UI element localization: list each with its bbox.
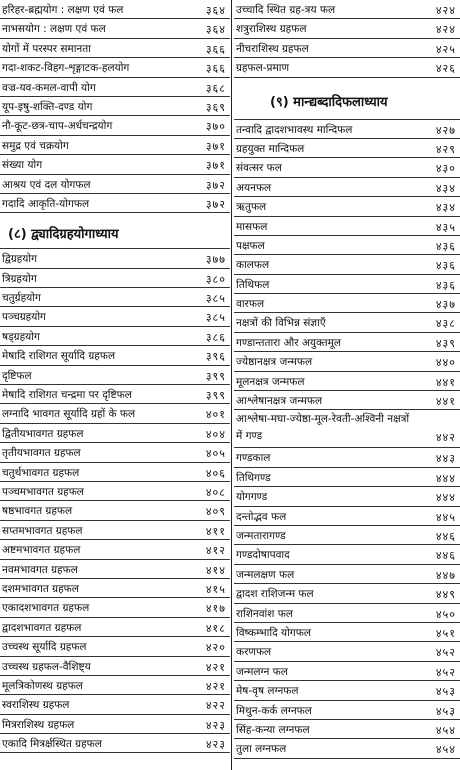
toc-entry-title: पञ्चमभावगत ग्रहफल — [2, 485, 84, 498]
toc-entry-page: ४५२ — [435, 665, 456, 679]
toc-entry-title: मेष-वृष लग्नफल — [236, 685, 299, 698]
toc-entry-page: ४०६ — [205, 466, 226, 480]
right-top-list — [234, 0, 460, 78]
toc-entry-page: ४१४ — [205, 563, 226, 577]
toc-entry-page: ४२२ — [205, 699, 226, 713]
toc-entry — [0, 97, 230, 116]
toc-entry — [234, 642, 460, 661]
toc-entry-page: ४४९ — [435, 588, 456, 602]
toc-entry — [0, 637, 230, 656]
toc-entry-page: ४२१ — [205, 660, 226, 674]
toc-entry-page: ४१८ — [205, 621, 226, 635]
toc-entry — [234, 313, 460, 332]
toc-entry-title: ज्येष्ठानक्षत्र जन्मफल — [236, 356, 313, 369]
toc-entry-title: नवमभावगत ग्रहफल — [2, 563, 78, 576]
toc-entry — [0, 194, 230, 213]
toc-entry — [0, 618, 230, 637]
toc-entry — [234, 545, 460, 564]
section-heading-9 — [234, 78, 460, 120]
toc-entry — [0, 734, 230, 753]
toc-entry — [234, 120, 460, 139]
toc-entry-page: ३६६ — [205, 42, 226, 56]
toc-entry — [0, 521, 230, 540]
toc-entry-page: ४४१ — [435, 375, 456, 389]
toc-entry — [0, 404, 230, 423]
toc-entry-title: आश्लेषा-मघा-ज्येष्ठा-मूल-रेवती-अश्विनी नक्षत्रों में गण्ड — [236, 413, 410, 443]
toc-entry-title: अयनफल — [236, 181, 272, 194]
toc-entry — [234, 604, 460, 623]
toc-entry — [0, 307, 230, 326]
toc-entry — [234, 391, 460, 410]
toc-entry-title: लग्नादि भावगत सूर्यादि ग्रहों के फल — [2, 408, 136, 421]
toc-entry-title: द्वादश राशिजन्म फल — [236, 588, 314, 601]
toc-entry — [0, 695, 230, 714]
toc-entry — [0, 58, 230, 77]
toc-entry — [0, 346, 230, 365]
toc-entry — [0, 175, 230, 194]
toc-entry-page: ३७१ — [205, 139, 226, 153]
toc-entry-title: राशिनवांश फल — [236, 607, 293, 620]
toc-entry-title: नाभसयोग : लक्षण एवं फल — [2, 23, 106, 36]
toc-entry-page: ३६८ — [205, 81, 226, 95]
toc-entry-page: ३८६ — [205, 330, 226, 344]
toc-entry — [234, 526, 460, 545]
toc-entry-title: कालफल — [236, 259, 270, 272]
toc-entry-title: हरिहर-ब्रह्मयोग : लक्षण एवं फल — [2, 4, 124, 16]
toc-entry-title: ग्रहफल-प्रमाण — [236, 62, 290, 75]
toc-entry-title: नीचराशिस्थ ग्रहफल — [236, 42, 309, 55]
toc-entry — [234, 0, 460, 19]
toc-entry-page: ३७० — [205, 120, 226, 134]
toc-entry-page: ४३७ — [435, 298, 456, 312]
toc-entry-title: गदा-शकट-विहग-शृङ्गाटक-हलयोग — [2, 62, 130, 75]
toc-entry-page: ४१७ — [205, 602, 226, 616]
toc-entry-page: ४२३ — [205, 738, 226, 752]
toc-entry — [234, 487, 460, 506]
toc-entry — [0, 579, 230, 598]
toc-entry-page: ४५० — [435, 607, 456, 621]
column-divider — [231, 0, 232, 770]
toc-entry — [0, 19, 230, 38]
toc-entry-title: चतुर्थभावगत ग्रहफल — [2, 466, 80, 479]
toc-entry — [234, 468, 460, 487]
toc-entry-page: ४३९ — [435, 336, 456, 350]
toc-entry-title: मिथुन-कर्क लग्नफल — [236, 704, 312, 717]
toc-entry — [234, 623, 460, 642]
toc-entry-page: ४४७ — [435, 568, 456, 582]
left-column — [0, 0, 230, 753]
toc-entry-page: ३८५ — [205, 311, 226, 325]
toc-entry-title: गण्डकाल — [236, 452, 271, 465]
toc-entry — [234, 19, 460, 38]
toc-entry-title: षष्ठभावगत ग्रहफल — [2, 505, 73, 518]
toc-entry-page: ४२४ — [435, 23, 456, 37]
toc-entry-page: ४२१ — [205, 679, 226, 693]
toc-entry — [234, 197, 460, 216]
toc-entry — [234, 58, 460, 77]
toc-entry — [234, 720, 460, 739]
toc-entry-page: ४१५ — [205, 582, 226, 596]
toc-entry-title: षड्ग्रहयोग — [2, 330, 40, 343]
toc-entry-page: ४३० — [435, 162, 456, 176]
toc-entry-title: करणफल — [236, 646, 272, 659]
toc-entry-title: मेषादि राशिगत सूर्यादि ग्रहफल — [2, 350, 116, 363]
toc-entry — [0, 501, 230, 520]
toc-entry — [234, 178, 460, 197]
toc-entry-title: मूलनक्षत्र जन्मफल — [236, 375, 305, 388]
toc-entry-page: ४०९ — [205, 505, 226, 519]
toc-entry — [234, 236, 460, 255]
toc-entry-page: ४१२ — [205, 544, 226, 558]
toc-entry-title: ग्रहयुक्त मान्दिफल — [236, 142, 305, 155]
toc-entry-title: एकादशभावगत ग्रहफल — [2, 602, 90, 615]
toc-entry-page: ३९६ — [205, 350, 226, 364]
toc-entry — [0, 598, 230, 617]
left-bottom-list — [0, 249, 230, 753]
toc-entry-title: एकादि मित्रर्क्षस्थित ग्रहफल — [2, 738, 102, 751]
toc-entry-title: तिथिगण्ड — [236, 471, 271, 484]
toc-entry — [0, 424, 230, 443]
toc-entry-page: ४५४ — [435, 743, 456, 757]
toc-entry-title: आश्रय एवं दल योगफल — [2, 178, 91, 191]
toc-entry — [0, 39, 230, 58]
toc-entry-title: आश्लेषानक्षत्र जन्मफल — [236, 395, 323, 408]
toc-entry-title: मासफल — [236, 220, 268, 233]
toc-entry — [0, 155, 230, 174]
toc-entry-title: तिथिफल — [236, 278, 270, 291]
toc-entry-title: वारफल — [236, 298, 265, 311]
toc-entry-page: ४५१ — [435, 626, 456, 640]
toc-entry-title: वज्र-यव-कमल-वापी योग — [2, 81, 96, 94]
section-heading-text: (९) मान्द्यब्दादिफलाध्याय — [270, 94, 388, 110]
toc-entry-page: ४३४ — [435, 181, 456, 195]
toc-entry — [0, 540, 230, 559]
toc-entry — [0, 78, 230, 97]
toc-entry-title: विष्कम्भादि योगफल — [236, 626, 311, 639]
right-column — [234, 0, 460, 759]
toc-entry-title: तुला लग्नफल — [236, 743, 287, 756]
toc-entry — [0, 657, 230, 676]
toc-entry — [234, 507, 460, 526]
toc-entry-title: सिंह-कन्या लग्नफल — [236, 723, 310, 736]
toc-entry-title: जन्मलग्न फल — [236, 665, 288, 678]
toc-entry-title: पञ्चग्रहयोग — [2, 311, 46, 324]
toc-entry — [0, 327, 230, 346]
toc-entry-title: गण्डान्ततारा और अयुक्तमूल — [236, 336, 342, 349]
toc-entry — [234, 158, 460, 177]
toc-entry-page: ४३६ — [435, 278, 456, 292]
toc-entry-title: सप्तमभावगत ग्रहफल — [2, 524, 83, 537]
left-top-list — [0, 0, 230, 213]
toc-entry-title: नौ-कूट-छत्र-चाप-अर्धचन्द्रयोग — [2, 120, 113, 133]
toc-entry-title: उच्चस्थ ग्रहफल-वैशिष्ट्य — [2, 660, 91, 673]
toc-entry-title: दशमभावगत ग्रहफल — [2, 582, 79, 595]
toc-entry-page: ४४० — [435, 356, 456, 370]
toc-entry-page: ४३४ — [435, 201, 456, 215]
toc-entry — [234, 333, 460, 352]
toc-entry-title: मेषादि राशिगत चन्द्रमा पर दृष्टिफल — [2, 389, 132, 402]
toc-entry — [0, 560, 230, 579]
toc-entry-page: ४४२ — [435, 431, 456, 445]
toc-entry-page: ४४४ — [435, 491, 456, 505]
toc-entry-page: ३६६ — [205, 62, 226, 76]
toc-entry-page: ४४१ — [435, 395, 456, 409]
toc-entry-title: दन्तोद्भव फल — [236, 510, 287, 523]
toc-entry-title: तृतीयभावगत ग्रहफल — [2, 447, 81, 460]
toc-entry-page: ३८० — [205, 272, 226, 286]
toc-entry-page: ४२७ — [435, 123, 456, 137]
toc-entry — [234, 352, 460, 371]
toc-entry — [234, 39, 460, 58]
toc-entry — [0, 463, 230, 482]
toc-entry-page: ४४५ — [435, 510, 456, 524]
toc-entry-page: ४२० — [205, 641, 226, 655]
toc-entry-title: गदादि आकृति-योगफल — [2, 197, 90, 210]
toc-entry — [0, 0, 230, 19]
toc-entry-title: ऋतुफल — [236, 201, 267, 214]
toc-entry-title: योगगण्ड — [236, 491, 268, 504]
toc-entry-page: ४११ — [205, 524, 226, 538]
toc-entry-page: ४२६ — [435, 62, 456, 76]
toc-entry-title: संवत्सर फल — [236, 162, 282, 175]
toc-entry-title: त्रिग्रहयोग — [2, 272, 37, 285]
toc-entry-page: ३७१ — [205, 159, 226, 173]
toc-entry-title: द्विग्रहयोग — [2, 253, 37, 266]
toc-entry-title: समुद्र एवं चक्रयोग — [2, 139, 69, 152]
toc-entry-title: दृष्टिफल — [2, 369, 32, 382]
toc-entry-page: ४४३ — [435, 452, 456, 466]
toc-entry — [234, 410, 460, 448]
toc-entry — [234, 275, 460, 294]
toc-entry-title: गण्डदोषापवाद — [236, 549, 290, 562]
toc-entry-page: ४५२ — [435, 646, 456, 660]
toc-entry-page: ३८५ — [205, 292, 226, 306]
toc-entry — [234, 584, 460, 603]
toc-entry-page: ४४६ — [435, 549, 456, 563]
toc-entry — [234, 372, 460, 391]
toc-entry-title: द्वादशभावगत ग्रहफल — [2, 621, 82, 634]
toc-entry-title: चतुर्ग्रहयोग — [2, 292, 41, 305]
toc-entry — [0, 116, 230, 135]
toc-entry-page: ४२३ — [205, 718, 226, 732]
toc-entry-page: ४५३ — [435, 685, 456, 699]
toc-entry-page: ३९९ — [205, 369, 226, 383]
toc-entry — [234, 662, 460, 681]
toc-entry-page: ३७२ — [205, 197, 226, 211]
toc-entry-page: ३७२ — [205, 178, 226, 192]
toc-entry — [234, 139, 460, 158]
toc-entry-page: ४०१ — [205, 408, 226, 422]
toc-entry-page: ४२५ — [435, 42, 456, 56]
toc-entry — [0, 385, 230, 404]
toc-entry — [0, 249, 230, 268]
toc-entry-page: ३७७ — [205, 253, 226, 267]
toc-entry-title: उच्चादि स्थित ग्रह-त्रय फल — [236, 4, 336, 16]
toc-entry-page: ४३६ — [435, 239, 456, 253]
toc-entry — [0, 482, 230, 501]
toc-entry-page: ३६४ — [205, 4, 226, 17]
toc-entry — [0, 676, 230, 695]
toc-entry — [234, 565, 460, 584]
toc-entry-title: पक्षफल — [236, 239, 265, 252]
toc-entry-page: ४५३ — [435, 704, 456, 718]
toc-entry-title: उच्चस्थ सूर्यादि ग्रहफल — [2, 641, 87, 654]
toc-entry-title: शत्रुराशिस्थ ग्रहफल — [236, 23, 307, 36]
toc-entry-page: ४२९ — [435, 142, 456, 156]
toc-entry-title: योगों में परस्पर समानता — [2, 42, 91, 55]
toc-entry-title: द्वितीयभावगत ग्रहफल — [2, 427, 84, 440]
toc-entry — [234, 217, 460, 236]
toc-entry — [0, 715, 230, 734]
toc-entry — [234, 701, 460, 720]
toc-entry-page: ४०४ — [205, 427, 226, 441]
toc-entry-title: यूप-इषु-शक्ति-दण्ड योग — [2, 100, 93, 113]
toc-entry — [234, 294, 460, 313]
toc-entry — [234, 739, 460, 758]
toc-entry — [0, 269, 230, 288]
toc-entry-title: जन्मतारागण्ड — [236, 529, 286, 542]
toc-entry — [234, 681, 460, 700]
toc-entry-page: ४३५ — [435, 220, 456, 234]
toc-entry-title: संख्या योग — [2, 159, 43, 172]
toc-entry — [0, 136, 230, 155]
toc-entry — [234, 448, 460, 467]
toc-entry-page: ४५४ — [435, 723, 456, 737]
toc-entry-title: जन्मलक्षण फल — [236, 568, 295, 581]
toc-entry-page: ३६४ — [205, 23, 226, 37]
section-heading-8 — [0, 213, 230, 249]
toc-entry-page: ४४४ — [435, 471, 456, 485]
toc-entry-page: ३९९ — [205, 389, 226, 403]
toc-entry — [0, 366, 230, 385]
toc-entry-page: ४२४ — [435, 4, 456, 17]
toc-entry-page: ४०५ — [205, 447, 226, 461]
toc-entry — [0, 443, 230, 462]
toc-entry-page: ४३६ — [435, 259, 456, 273]
section-heading-text: (८) द्व्यादिग्रहयोगाध्याय — [8, 227, 119, 243]
toc-entry-title: मूलत्रिकोणस्थ ग्रहफल — [2, 679, 83, 692]
right-bottom-list — [234, 120, 460, 759]
toc-entry-title: स्वराशिस्थ ग्रहफल — [2, 699, 70, 712]
toc-entry-title: नक्षत्रों की विभिन्न संज्ञाएँ — [236, 317, 326, 330]
toc-entry-page: ४३८ — [435, 317, 456, 331]
toc-entry-title: मित्रराशिस्थ ग्रहफल — [2, 718, 75, 731]
toc-entry — [0, 288, 230, 307]
toc-entry-page: ४४६ — [435, 529, 456, 543]
toc-entry-page: ४०८ — [205, 485, 226, 499]
toc-entry-title: तन्वादि द्वादशभावस्थ मान्दिफल — [236, 123, 353, 136]
toc-entry-title: अष्टमभावगत ग्रहफल — [2, 544, 81, 557]
toc-entry — [234, 255, 460, 274]
toc-entry-page: ३६९ — [205, 100, 226, 114]
